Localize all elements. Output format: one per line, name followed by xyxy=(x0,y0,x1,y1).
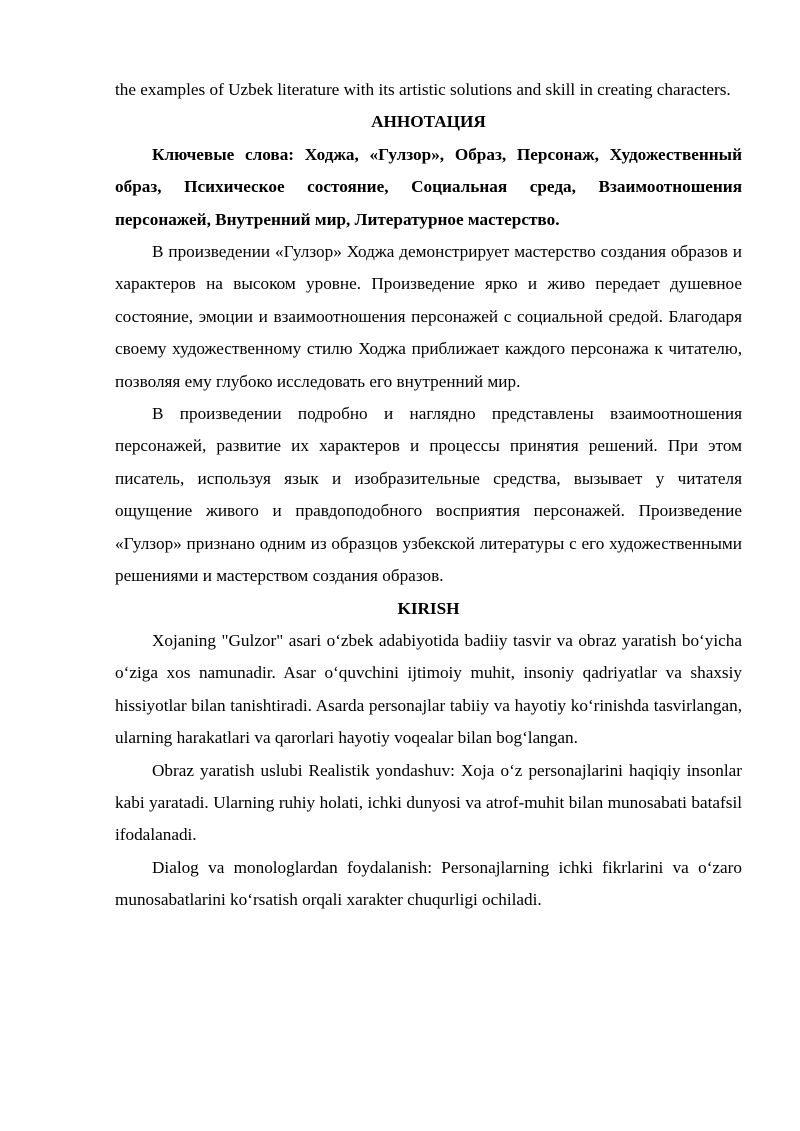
intro-end-paragraph: the examples of Uzbek literature with its artistic solutions and skill in creating characters. xyxy=(115,80,731,99)
kirish-heading: KIRISH xyxy=(397,598,460,618)
annotation-paragraph-2: В произведении подробно и наглядно представлены взаимоотношения персонажей, развитие их характеров и процессы принятия решений. При этом писатель, используя язык и изобразительные средства, вызывает у читателя ощущение живого и правдоподобного восприятия персонажей. Произведение «Гулзор» признано одним из образцов узбекской литературы с его художественными решениями и мастерством создания образов. xyxy=(115,404,742,586)
kirish-paragraph-2: Obraz yaratish uslubi Realistik yondashuv: Xoja o‘z personajlarini haqiqiy insonlar kabi yaratadi. Ularning ruhiy holati, ichki dunyosi va atrof-muhit bilan munosabati batafsil ifodalanadi. xyxy=(115,760,742,845)
kirish-paragraph-1: Xojaning "Gulzor" asari o‘zbek adabiyotida badiiy tasvir va obraz yaratish bo‘yicha o‘ziga xos namunadir. Asar o‘quvchini ijtimoiy muhit, insoniy qadriyatlar va shaxsiy hissiyotlar bilan tanishtiradi. Asarda personajlar tabiiy va hayotiy ko‘rinishda tasvirlangan, ularning harakatlari va qarorlari hayotiy voqealar bilan bog‘langan. xyxy=(115,630,742,748)
keywords-paragraph: Ключевые слова: Ходжа, «Гулзор», Образ, Персонаж, Художественный образ, Психическое состояние, Социальная среда, Взаимоотношения персонажей, Внутренний мир, Литературное мастерство. xyxy=(115,144,742,229)
document-page xyxy=(115,74,742,917)
annotation-heading: АННОТАЦИЯ xyxy=(371,112,486,132)
annotation-paragraph-1: В произведении «Гулзор» Ходжа демонстрирует мастерство создания образов и характеров на высоком уровне. Произведение ярко и живо передает душевное состояние, эмоции и взаимоотношения персонажей с социальной средой. Благодаря своему художественному стилю Ходжа приближает каждого персонажа к читателю, позволяя ему глубоко исследовать его внутренний мир. xyxy=(115,242,742,391)
kirish-paragraph-3: Dialog va monologlardan foydalanish: Personajlarning ichki fikrlarini va o‘zaro munosabatlarini ko‘rsatish orqali xarakter chuqurligi ochiladi. xyxy=(115,857,742,910)
